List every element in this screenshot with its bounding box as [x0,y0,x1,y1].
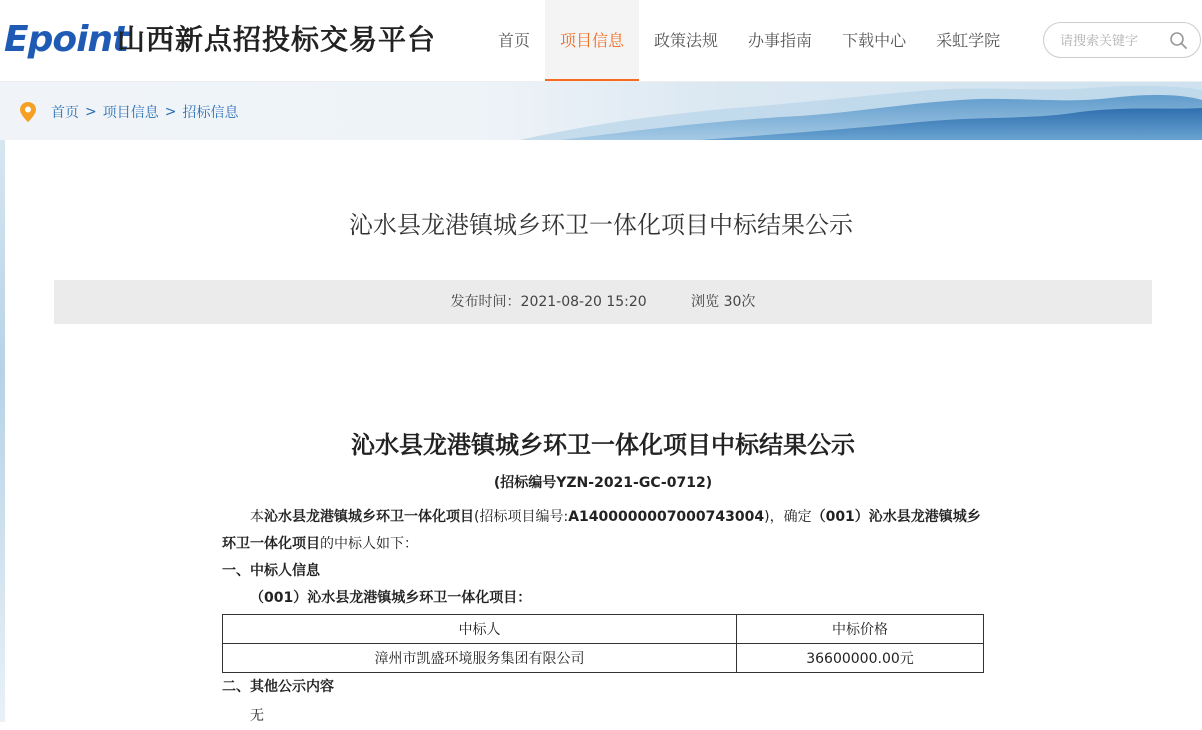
search-input[interactable] [1058,30,1172,52]
para-project-name: 沁水县龙港镇城乡环卫一体化项目 [264,509,474,525]
other-content: 无 [250,708,264,724]
breadcrumb-banner [0,82,1202,140]
table-row [223,644,984,673]
site-name: 山西新点招投标交易平台 [117,23,437,56]
view-count: 浏览 30次 [691,294,756,310]
para-project-number: A1400000007000743004 [568,509,765,525]
top-header [0,0,1202,82]
article-body [222,420,984,730]
logo[interactable] [4,18,128,62]
winner-table [222,614,984,673]
para-after-number: )，确定 [764,509,812,525]
nav-item-download[interactable]: 下载中心 [842,31,907,50]
section-heading-other: 二、其他公示内容 [222,679,334,695]
location-pin-icon [20,102,36,122]
nav-item-academy[interactable]: 采虹学院 [936,31,1001,50]
nav-item-project-info[interactable]: 项目信息 [545,0,639,81]
nav-item-home[interactable]: 首页 [498,31,531,50]
table-header-winner: 中标人 [223,615,737,644]
tender-code: (招标编号YZN-2021-GC-0712) [493,475,713,491]
table-header-price: 中标价格 [737,615,984,644]
breadcrumb-tender-info[interactable]: 招标信息 [182,105,239,121]
publish-time: 发布时间：2021-08-20 15:20 [450,294,647,310]
doc-title: 沁水县龙港镇城乡环卫一体化项目中标结果公示 [351,431,855,459]
main-nav [483,0,1015,81]
nav-item-guide[interactable]: 办事指南 [748,31,813,50]
table-header-row [223,615,984,644]
section-heading-winner: 一、中标人信息 [222,563,320,579]
breadcrumb-separator: > [164,104,177,120]
para-mid: (招标项目编号: [474,509,569,525]
breadcrumb-project-info[interactable]: 项目信息 [102,105,159,121]
breadcrumb-home[interactable]: 首页 [51,105,79,121]
intro-paragraph [222,504,984,558]
logo-text: Epoint [4,19,129,60]
winner-price-cell: 36600000.00元 [737,644,984,673]
para-suffix: 的中标人如下： [320,536,418,552]
article-meta-bar [54,280,1152,324]
search-box [1043,22,1201,58]
breadcrumb [20,101,238,123]
lot-heading: （001）沁水县龙港镇城乡环卫一体化项目： [250,590,532,606]
page-title: 沁水县龙港镇城乡环卫一体化项目中标结果公示 [349,211,853,239]
para-prefix: 本 [250,509,264,525]
winner-name-cell: 漳州市凯盛环境服务集团有限公司 [223,644,737,673]
search-icon[interactable] [1168,30,1190,52]
breadcrumb-separator: > [85,104,97,120]
nav-item-policy[interactable]: 政策法规 [654,31,719,50]
para-lot-name: （001）沁水县龙港镇城乡环卫一体化项目 [222,509,981,552]
